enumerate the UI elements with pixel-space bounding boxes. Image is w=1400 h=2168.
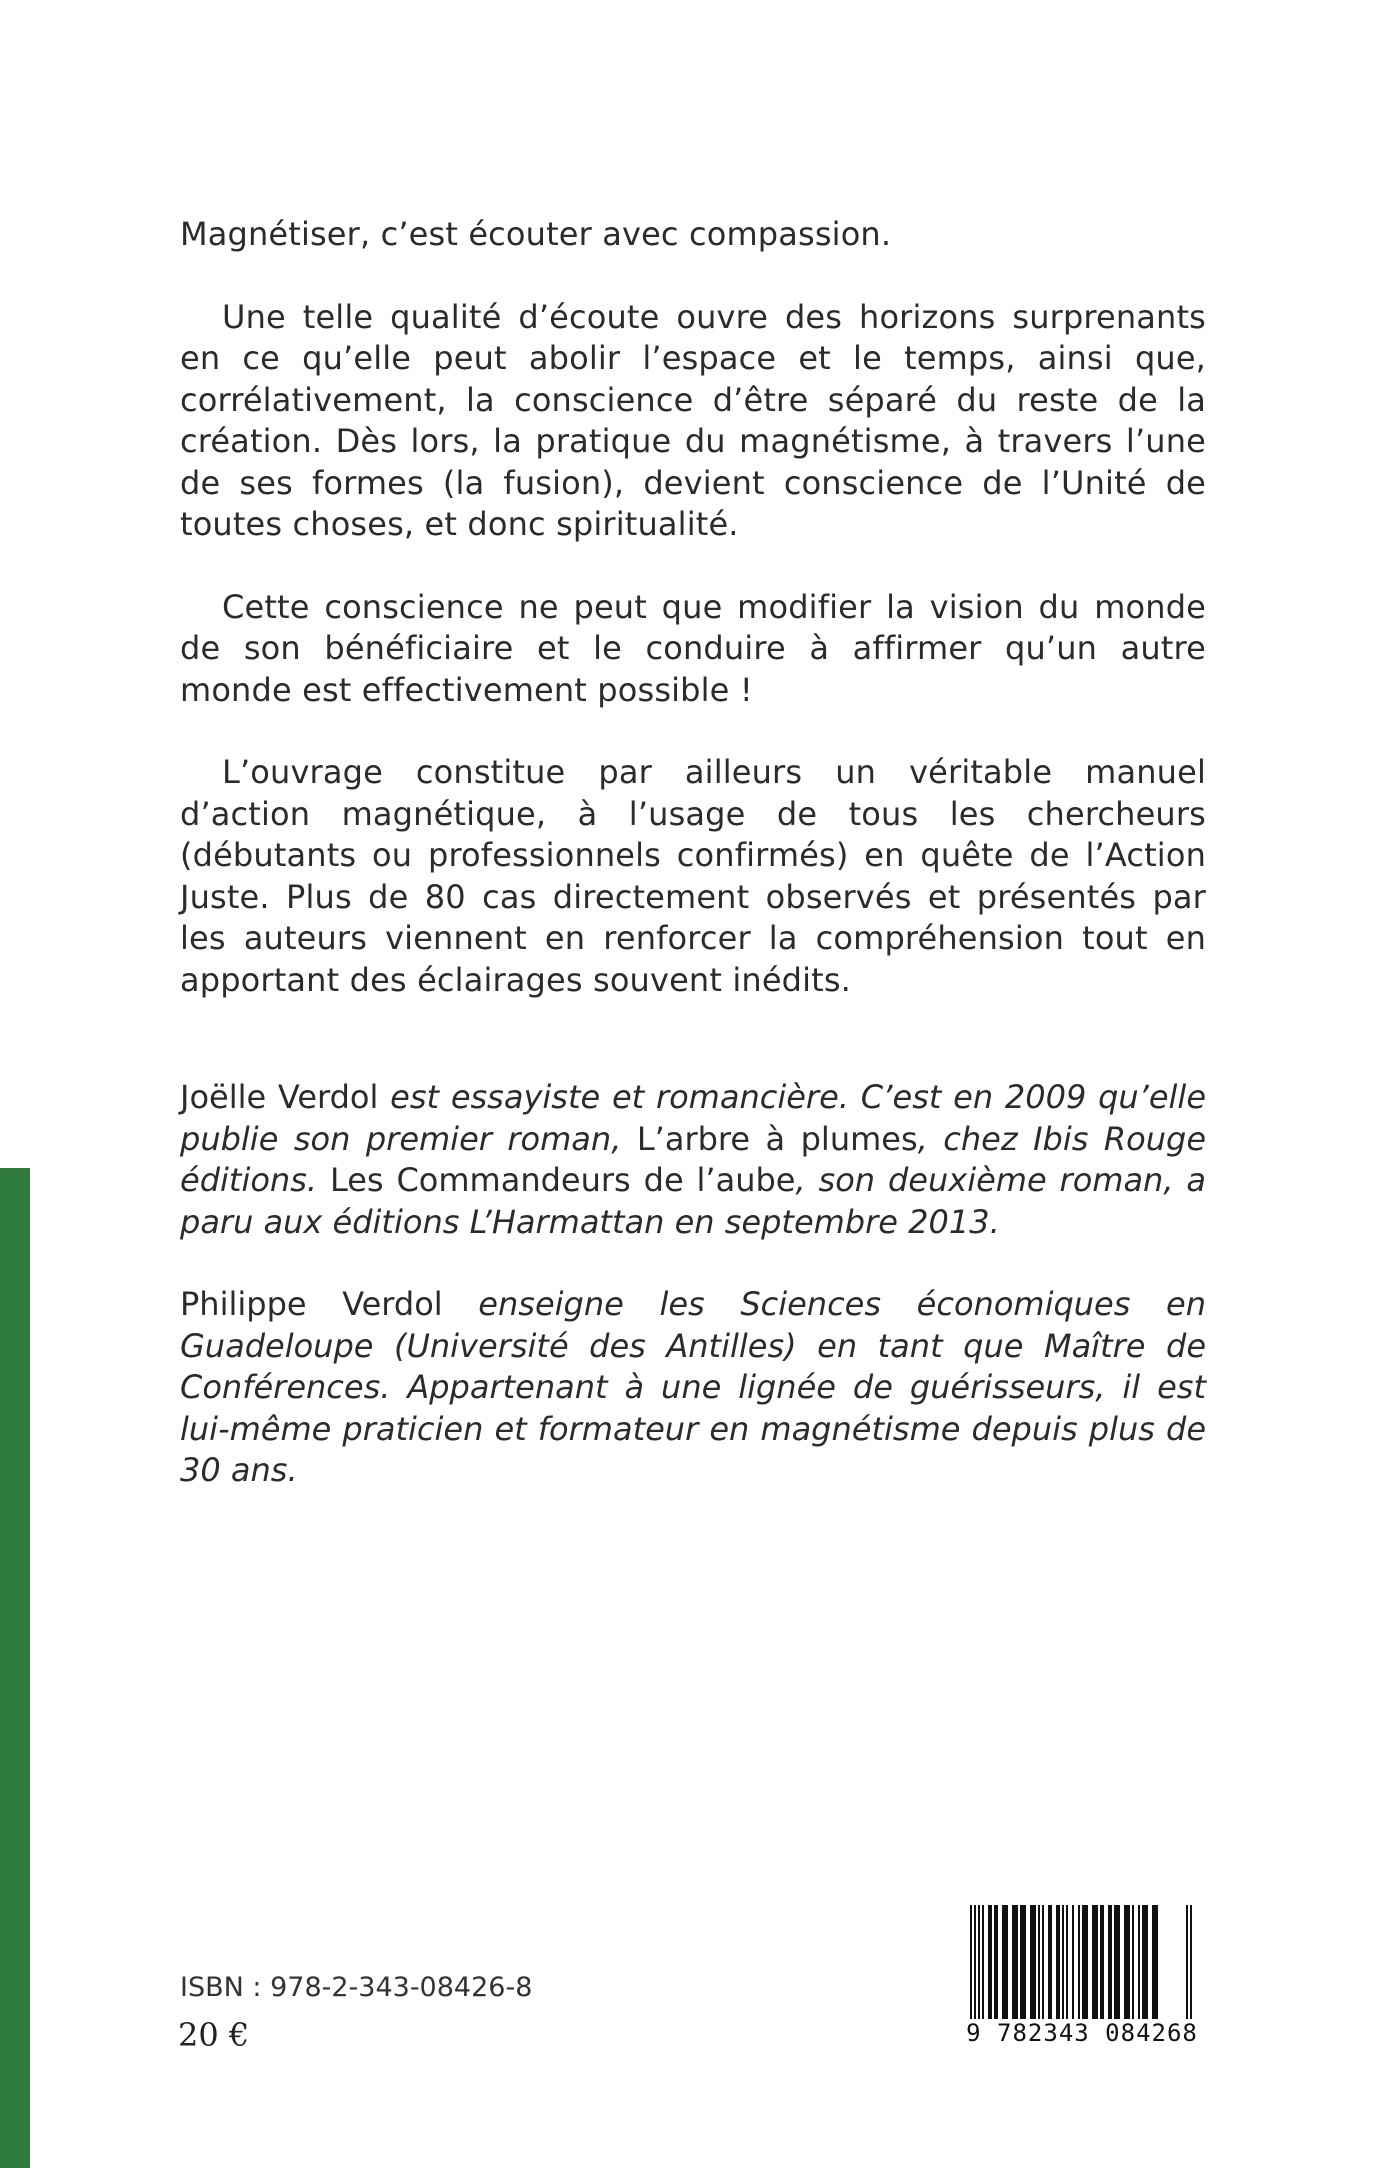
barcode-bar	[1092, 1905, 1098, 2019]
barcode-bar	[1190, 1905, 1192, 2021]
barcode-bar	[1138, 1905, 1140, 2019]
barcode-bar	[1108, 1905, 1112, 2019]
barcode-bar	[974, 1905, 976, 2021]
barcode-bar	[1186, 1905, 1188, 2021]
barcode-bars	[962, 1903, 1202, 2021]
barcode-bar	[982, 1905, 984, 2019]
barcode-bar	[978, 1905, 980, 2019]
barcode-bar	[970, 1905, 972, 2021]
barcode-bar	[1066, 1905, 1068, 2019]
author-bio-joelle	[180, 1077, 1206, 1243]
barcode-bar	[1038, 1905, 1040, 2019]
summary-paragraph-2: Une telle qualité d’écoute ouvre des horizons surprenants en ce qu’elle peut abolir l’espace et le temps, ainsi que, corrélativement, la conscience d’être séparé du reste de la création. Dès lors, la pratique du magnétisme, à travers l’une de ses formes (la fusion), devient conscience de l’Unité de toutes choses, et donc spiritualité.	[180, 297, 1206, 543]
back-cover-summary	[180, 214, 1206, 1042]
bio-philippe-text: enseigne les Sciences économiques en Guadeloupe (Université des Antilles) en tant que Maître de Conférences. Appartenant à une lignée de guérisseurs, il est lui-même praticien et formateur en magnétisme depuis plus de 30 ans.	[180, 1285, 1207, 1489]
barcode-bar	[1062, 1905, 1064, 2019]
barcode-bar	[1020, 1905, 1026, 2019]
barcode-bar	[994, 1905, 998, 2019]
bio-joelle-text-3: , son deuxième roman, a paru aux éditions L’Harmattan en septembre 2013.	[180, 1161, 1207, 1241]
barcode-bar	[1114, 1905, 1120, 2019]
barcode	[962, 1903, 1202, 2055]
barcode-bar	[1056, 1905, 1060, 2019]
barcode-bar	[1048, 1905, 1052, 2019]
barcode-bar	[1030, 1905, 1036, 2019]
barcode-bar	[1012, 1905, 1018, 2019]
barcode-bar	[1100, 1905, 1104, 2019]
barcode-bar	[1152, 1905, 1158, 2019]
barcode-bar	[1082, 1905, 1088, 2019]
summary-paragraph-3: Cette conscience ne peut que modifier la vision du monde de son bénéficiaire et le conduire à affirmer qu’un autre monde est effectivement possible !	[180, 587, 1206, 709]
barcode-bar	[1124, 1905, 1130, 2019]
price-label: 20 €	[178, 2016, 250, 2054]
barcode-bar	[1078, 1905, 1080, 2019]
book-title-commandeurs: Les Commandeurs de l’aube	[329, 1161, 796, 1199]
barcode-bar	[1042, 1905, 1044, 2019]
barcode-bar	[1002, 1905, 1008, 2019]
isbn-label: ISBN : 978-2-343-08426-8	[180, 1972, 533, 2003]
bio-joelle-text-1: est essayiste et romancière. C’est en 2009 qu’elle publie son premier roman,	[180, 1078, 1207, 1158]
green-spine-bar	[0, 1168, 30, 2168]
book-title-arbre: L’arbre à plumes	[636, 1119, 918, 1158]
bio-joelle-text-2: , chez Ibis Rouge éditions.	[180, 1119, 1207, 1199]
summary-paragraph-4: L’ouvrage constitue par ailleurs un véritable manuel d’action magnétique, à l’usage de tous les chercheurs (débutants ou professionnels confirmés) en quête de l’Action Juste. Plus de 80 cas directement observés et présentés par les auteurs viennent en renforcer la compréhension tout en apportant des éclairages souvent inédits.	[180, 753, 1206, 999]
barcode-digits: 9 782343 084268	[962, 2019, 1202, 2047]
summary-paragraph-1: Magnétiser, c’est écouter avec compassion.	[180, 215, 892, 253]
barcode-bar	[1072, 1905, 1074, 2019]
author-name-joelle: Joëlle Verdol	[180, 1078, 379, 1116]
author-bio-philippe	[180, 1284, 1206, 1492]
barcode-bar	[1132, 1905, 1134, 2019]
author-name-philippe: Philippe Verdol	[180, 1285, 443, 1323]
barcode-bar	[1142, 1905, 1148, 2019]
barcode-bar	[988, 1905, 992, 2019]
